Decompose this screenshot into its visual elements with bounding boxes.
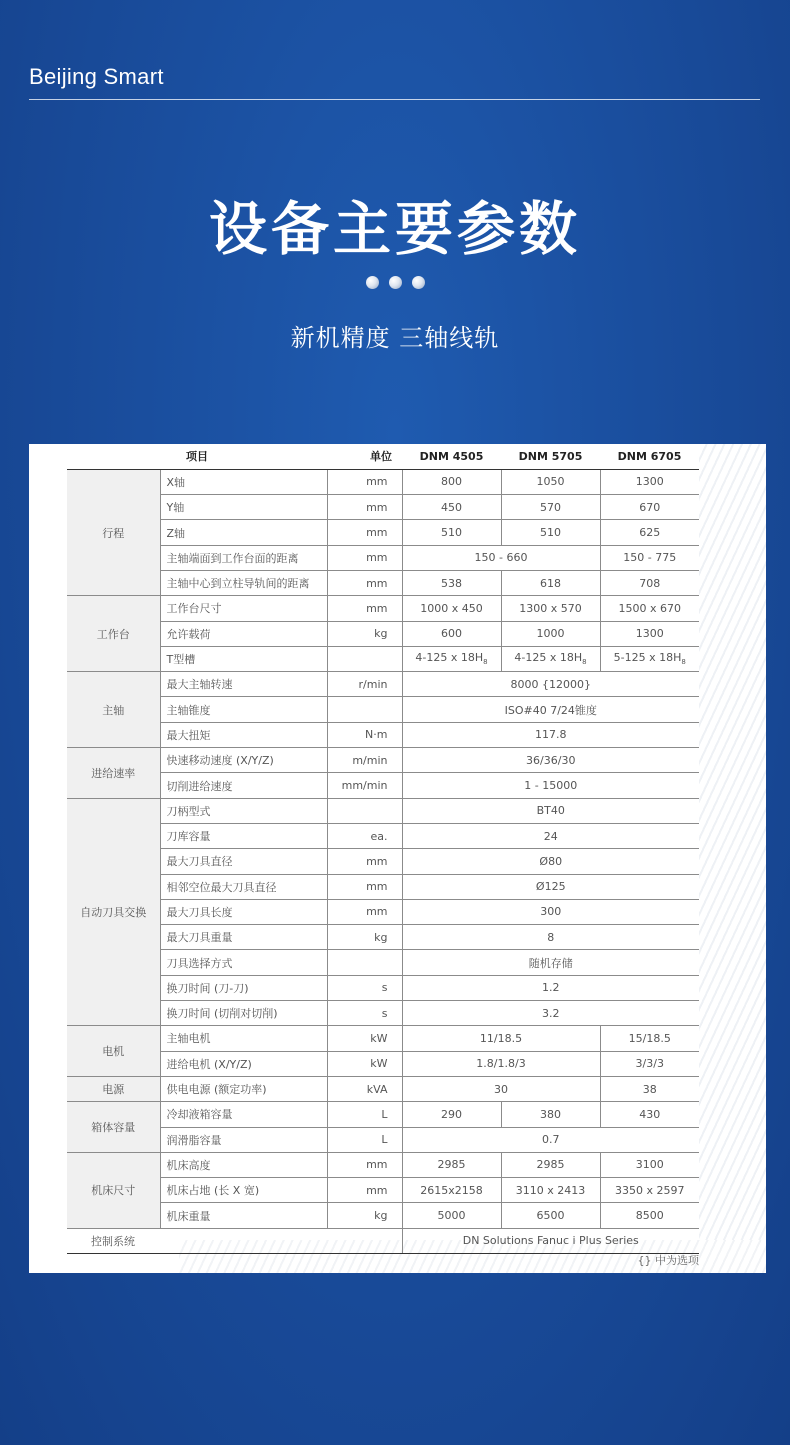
unit-cell: m/min (327, 748, 402, 773)
value-cell: 38 (600, 1076, 699, 1101)
table-row (67, 1076, 699, 1101)
value-cell-merged: 24 (402, 823, 699, 848)
value-cell (501, 646, 600, 671)
value-cell: 618 (501, 570, 600, 595)
table-row (67, 823, 699, 848)
value-cell: 150 - 775 (600, 545, 699, 570)
table-row (67, 925, 699, 950)
unit-cell: mm (327, 469, 402, 494)
unit-cell: L (327, 1102, 402, 1127)
value-cell: 600 (402, 621, 501, 646)
item-cell: 机床占地 (长 X 宽) (160, 1178, 327, 1203)
table-row (67, 950, 699, 975)
dot-icon (412, 276, 425, 289)
item-cell: 刀具选择方式 (160, 950, 327, 975)
value-cell-merged: 8 (402, 925, 699, 950)
unit-cell (327, 697, 402, 722)
value-cell: 708 (600, 570, 699, 595)
value-cell (402, 646, 501, 671)
table-row (67, 722, 699, 747)
unit-cell: mm (327, 570, 402, 595)
control-label-cell: 控制系统 (67, 1228, 402, 1253)
header-model-1: DNM 4505 (402, 444, 501, 469)
value-cell: 625 (600, 520, 699, 545)
table-row (67, 1127, 699, 1152)
unit-cell: mm (327, 899, 402, 924)
unit-cell: mm (327, 1178, 402, 1203)
value-cell-merged: 150 - 660 (402, 545, 600, 570)
table-row (67, 697, 699, 722)
table-row (67, 1203, 699, 1228)
category-cell: 进给速率 (67, 748, 160, 799)
value-cell: 1000 (501, 621, 600, 646)
unit-cell: kVA (327, 1076, 402, 1101)
value-text: 5-125 x 18H (613, 651, 682, 665)
item-cell: 允许载荷 (160, 621, 327, 646)
value-cell-merged: ISO#40 7/24锥度 (402, 697, 699, 722)
spec-card (29, 444, 766, 1273)
value-cell-merged: 117.8 (402, 722, 699, 747)
item-cell: 润滑脂容量 (160, 1127, 327, 1152)
table-row (67, 899, 699, 924)
unit-cell: mm (327, 1152, 402, 1177)
item-cell: 刀库容量 (160, 823, 327, 848)
header-unit: 单位 (327, 444, 402, 469)
table-row (67, 545, 699, 570)
unit-cell: kg (327, 925, 402, 950)
value-cell: 3110 x 2413 (501, 1178, 600, 1203)
table-row (67, 874, 699, 899)
item-cell: 最大刀具直径 (160, 849, 327, 874)
table-row (67, 1102, 699, 1127)
item-cell: 工作台尺寸 (160, 596, 327, 621)
value-cell: 2985 (402, 1152, 501, 1177)
decorative-dots (0, 276, 790, 289)
brand-divider (29, 99, 760, 100)
unit-cell: kW (327, 1051, 402, 1076)
table-row (67, 596, 699, 621)
item-cell: 主轴电机 (160, 1026, 327, 1051)
table-row (67, 1152, 699, 1177)
value-cell: 3/3/3 (600, 1051, 699, 1076)
value-cell: 800 (402, 469, 501, 494)
category-cell: 主轴 (67, 672, 160, 748)
value-text: 4-125 x 18H (514, 651, 583, 665)
unit-cell: N·m (327, 722, 402, 747)
unit-cell: r/min (327, 672, 402, 697)
table-row (67, 570, 699, 595)
unit-cell: kg (327, 621, 402, 646)
table-row (67, 748, 699, 773)
value-subscript: 8 (681, 658, 686, 667)
value-cell: 380 (501, 1102, 600, 1127)
value-cell (600, 646, 699, 671)
value-cell-merged: 随机存储 (402, 950, 699, 975)
unit-cell (327, 950, 402, 975)
brand-name: Beijing Smart (29, 64, 164, 89)
unit-cell: L (327, 1127, 402, 1152)
category-cell: 电机 (67, 1026, 160, 1077)
header-item: 项目 (67, 444, 327, 469)
value-cell-merged: BT40 (402, 798, 699, 823)
item-cell: 进给电机 (X/Y/Z) (160, 1051, 327, 1076)
header-model-3: DNM 6705 (600, 444, 699, 469)
value-cell-merged: 11/18.5 (402, 1026, 600, 1051)
table-row-control (67, 1228, 699, 1253)
item-cell: 换刀时间 (切削对切削) (160, 1001, 327, 1026)
value-cell-merged: 3.2 (402, 1001, 699, 1026)
table-row (67, 1178, 699, 1203)
category-cell: 箱体容量 (67, 1102, 160, 1153)
item-cell: 最大扭矩 (160, 722, 327, 747)
value-cell: 1050 (501, 469, 600, 494)
value-cell-merged: 8000 {12000} (402, 672, 699, 697)
table-row (67, 975, 699, 1000)
header-model-2: DNM 5705 (501, 444, 600, 469)
item-cell: 主轴锥度 (160, 697, 327, 722)
value-text: 4-125 x 18H (415, 651, 484, 665)
unit-cell: mm/min (327, 773, 402, 798)
value-cell: 3100 (600, 1152, 699, 1177)
table-row (67, 1001, 699, 1026)
dot-icon (366, 276, 379, 289)
item-cell: 切削进给速度 (160, 773, 327, 798)
item-cell: 主轴中心到立柱导轨间的距离 (160, 570, 327, 595)
category-cell: 自动刀具交换 (67, 798, 160, 1026)
item-cell: T型槽 (160, 646, 327, 671)
table-row (67, 469, 699, 494)
unit-cell (327, 798, 402, 823)
table-row (67, 1026, 699, 1051)
item-cell: 快速移动速度 (X/Y/Z) (160, 748, 327, 773)
table-row (67, 621, 699, 646)
unit-cell: s (327, 975, 402, 1000)
value-cell: 510 (501, 520, 600, 545)
table-row (67, 646, 699, 671)
unit-cell: ea. (327, 823, 402, 848)
value-cell-merged: 36/36/30 (402, 748, 699, 773)
table-row (67, 1051, 699, 1076)
item-cell: 机床高度 (160, 1152, 327, 1177)
value-cell: 290 (402, 1102, 501, 1127)
unit-cell (327, 646, 402, 671)
table-header-row (67, 444, 699, 469)
table-row (67, 672, 699, 697)
value-cell: 538 (402, 570, 501, 595)
item-cell: 刀柄型式 (160, 798, 327, 823)
unit-cell: mm (327, 495, 402, 520)
value-cell: 1300 x 570 (501, 596, 600, 621)
value-cell-merged: 1 - 15000 (402, 773, 699, 798)
value-cell: 5000 (402, 1203, 501, 1228)
spec-table-body (67, 469, 699, 1253)
value-cell: 3350 x 2597 (600, 1178, 699, 1203)
unit-cell: mm (327, 545, 402, 570)
value-cell: 1500 x 670 (600, 596, 699, 621)
value-cell: 2985 (501, 1152, 600, 1177)
value-cell: 1300 (600, 469, 699, 494)
category-cell: 工作台 (67, 596, 160, 672)
value-cell: 450 (402, 495, 501, 520)
item-cell: 相邻空位最大刀具直径 (160, 874, 327, 899)
unit-cell: mm (327, 874, 402, 899)
category-cell: 电源 (67, 1076, 160, 1101)
item-cell: X轴 (160, 469, 327, 494)
value-cell-merged: 1.8/1.8/3 (402, 1051, 600, 1076)
table-row (67, 520, 699, 545)
item-cell: 机床重量 (160, 1203, 327, 1228)
table-row (67, 849, 699, 874)
value-cell-merged: 1.2 (402, 975, 699, 1000)
spec-table (67, 444, 699, 1254)
unit-cell: kg (327, 1203, 402, 1228)
item-cell: 最大主轴转速 (160, 672, 327, 697)
dot-icon (389, 276, 402, 289)
unit-cell: s (327, 1001, 402, 1026)
unit-cell: kW (327, 1026, 402, 1051)
stripe-decoration (699, 444, 766, 1273)
item-cell: 最大刀具长度 (160, 899, 327, 924)
value-cell: 1300 (600, 621, 699, 646)
table-row (67, 773, 699, 798)
item-cell: Y轴 (160, 495, 327, 520)
value-cell: 2615x2158 (402, 1178, 501, 1203)
value-cell: 8500 (600, 1203, 699, 1228)
value-cell-merged: 300 (402, 899, 699, 924)
category-cell: 机床尺寸 (67, 1152, 160, 1228)
page-title: 设备主要参数 (208, 195, 581, 263)
table-row (67, 798, 699, 823)
table-row (67, 495, 699, 520)
value-cell: 6500 (501, 1203, 600, 1228)
value-cell: 15/18.5 (600, 1026, 699, 1051)
unit-cell: mm (327, 849, 402, 874)
value-cell: 510 (402, 520, 501, 545)
value-cell-merged: 30 (402, 1076, 600, 1101)
unit-cell: mm (327, 596, 402, 621)
value-cell: 430 (600, 1102, 699, 1127)
value-cell: 570 (501, 495, 600, 520)
value-subscript: 8 (582, 658, 587, 667)
item-cell: 冷却液箱容量 (160, 1102, 327, 1127)
value-cell-merged: 0.7 (402, 1127, 699, 1152)
value-cell-merged: Ø80 (402, 849, 699, 874)
category-cell: 行程 (67, 469, 160, 595)
item-cell: 换刀时间 (刀-刀) (160, 975, 327, 1000)
value-cell-merged: Ø125 (402, 874, 699, 899)
unit-cell: mm (327, 520, 402, 545)
item-cell: 最大刀具重量 (160, 925, 327, 950)
page-subtitle: 新机精度 三轴线轨 (290, 324, 500, 352)
item-cell: Z轴 (160, 520, 327, 545)
control-value-cell: DN Solutions Fanuc i Plus Series (402, 1228, 699, 1253)
value-cell: 1000 x 450 (402, 596, 501, 621)
value-cell: 670 (600, 495, 699, 520)
value-subscript: 8 (483, 658, 488, 667)
option-note: {} 中为选项 (637, 1254, 699, 1267)
item-cell: 主轴端面到工作台面的距离 (160, 545, 327, 570)
item-cell: 供电电源 (额定功率) (160, 1076, 327, 1101)
